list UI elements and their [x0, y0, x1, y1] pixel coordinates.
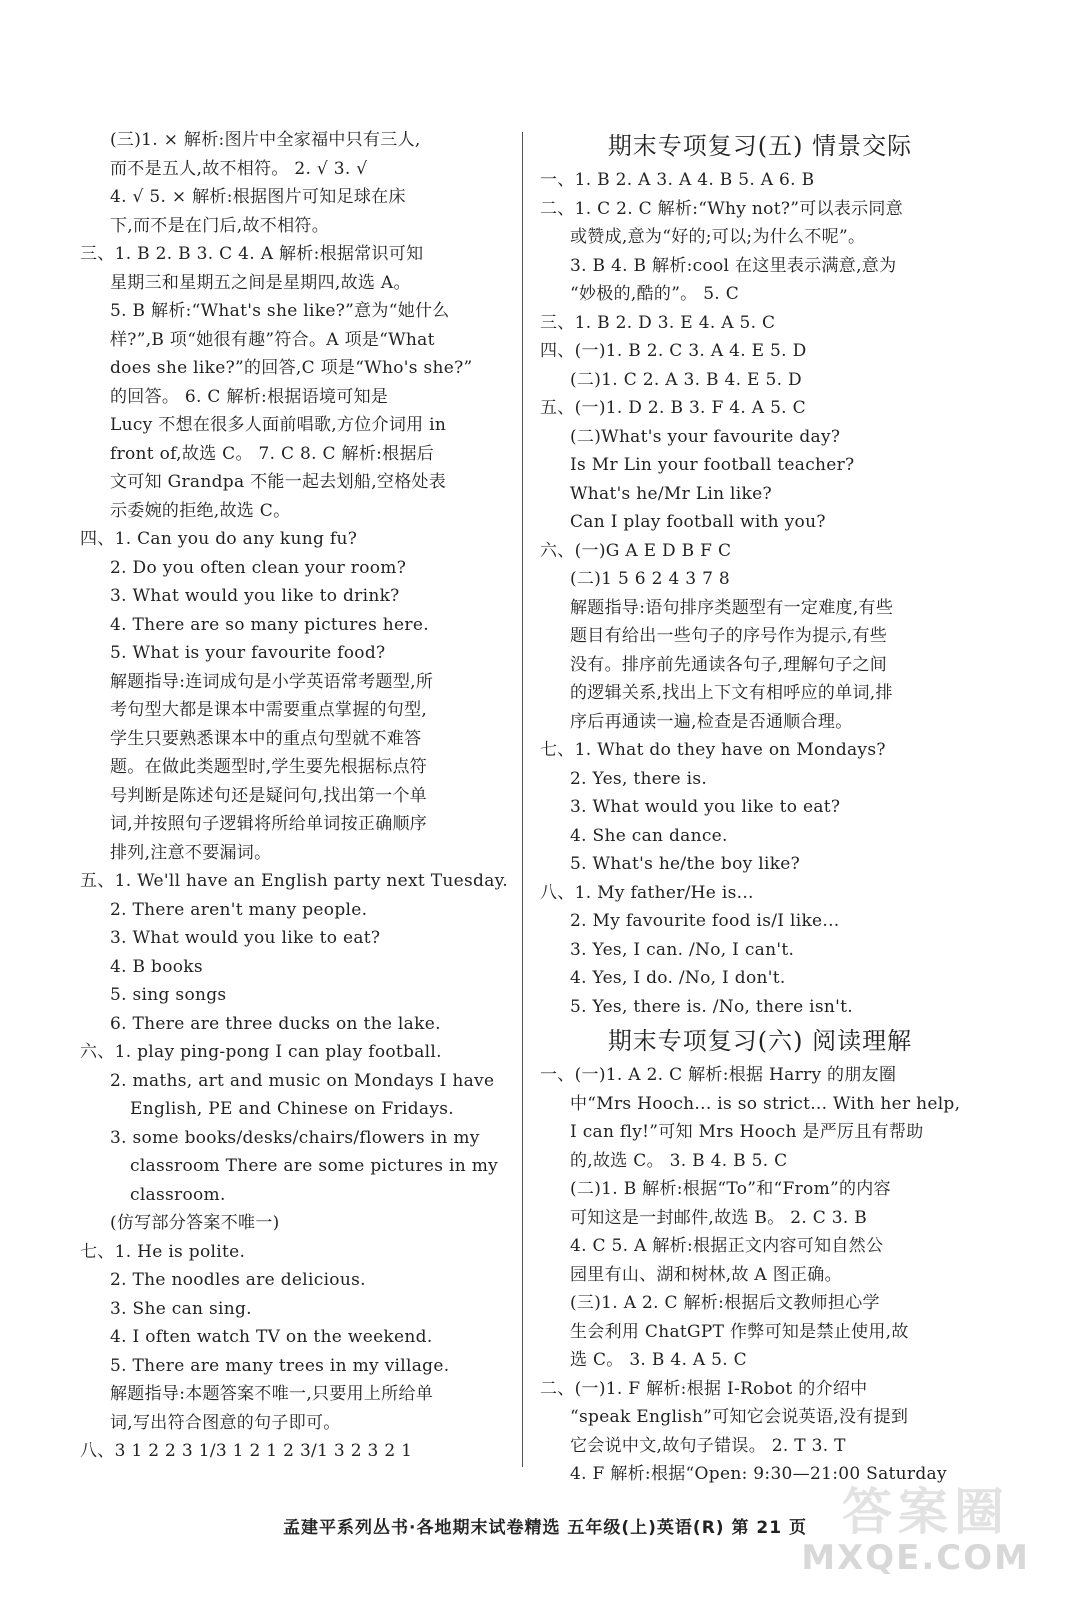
answer-line: 号判断是陈述句还是疑问句,找出第一个单 — [110, 785, 428, 806]
answer-line: What's he/Mr Lin like? — [570, 483, 772, 504]
answer-line: 4. C 5. A 解析:根据正文内容可知自然公 — [570, 1236, 884, 1256]
answer-line: 6. There are three ducks on the lake. — [110, 1013, 441, 1034]
answer-line: 可知这是一封邮件,故选 B。 2. C 3. B — [570, 1207, 868, 1228]
answer-line: (二)1 5 6 2 4 3 7 8 — [570, 569, 731, 589]
answer-line: (三)1. A 2. C 解析:根据后文教师担心学 — [570, 1293, 880, 1313]
answer-line: 2. There aren't many people. — [110, 899, 368, 920]
answer-line: 七、1. What do they have on Mondays? — [540, 740, 886, 760]
answer-line: (仿写部分答案不唯一) — [110, 1213, 280, 1233]
answer-line: 4. Yes, I do. /No, I don't. — [570, 968, 786, 988]
answer-line: 七、1. He is polite. — [80, 1241, 246, 1262]
answer-line: 2. Yes, there is. — [570, 768, 708, 789]
answer-line: 5. There are many trees in my village. — [110, 1355, 450, 1376]
answer-line: English, PE and Chinese on Fridays. — [130, 1099, 455, 1119]
answer-line: 3. What would you like to eat? — [110, 928, 381, 948]
answer-line: 解题指导:连词成句是小学英语常考题型,所 — [110, 671, 434, 692]
answer-line: I can fly!”可知 Mrs Hooch 是严厉且有帮助 — [570, 1122, 924, 1142]
watermark — [750, 1483, 1030, 1578]
answer-line: 3. some books/desks/chairs/flowers in my — [110, 1127, 480, 1148]
answer-line: 示委婉的拒绝,故选 C。 — [110, 500, 291, 521]
answer-line: does she like?”的回答,C 项是“Who's she?” — [110, 358, 473, 378]
answer-line: 二、1. C 2. C 解析:“Why not?”可以表示同意 — [540, 198, 904, 219]
answer-line: 三、1. B 2. D 3. E 4. A 5. C — [540, 312, 776, 333]
answer-line: 4. F 解析:根据“Open: 9:30—21:00 Saturday — [570, 1464, 947, 1484]
answer-line: 5. sing songs — [110, 985, 227, 1005]
answer-line: 八、1. My father/He is... — [540, 882, 754, 903]
answer-line: 3. Yes, I can. /No, I can't. — [570, 939, 795, 960]
answer-line: “妙极的,酷的”。 5. C — [570, 284, 740, 304]
answer-line: 5. Yes, there is. /No, there isn't. — [570, 996, 853, 1017]
answer-line: 六、(一)G A E D B F C — [540, 540, 732, 561]
answer-line: 中“Mrs Hooch... is so strict... With her help, — [570, 1093, 961, 1114]
answer-line: 5. B 解析:“What's she like?”意为“她什么 — [110, 301, 450, 321]
answer-line: 六、1. play ping-pong I can play football. — [80, 1042, 442, 1062]
answer-line: 下,而不是在门后,故不相符。 — [110, 215, 330, 236]
answer-line: 2. The noodles are delicious. — [110, 1270, 366, 1290]
section-title: 期末专项复习(五) 情景交际 — [607, 132, 913, 160]
answer-line: Can I play football with you? — [570, 512, 826, 532]
answer-line: 而不是五人,故不相符。 2. √ 3. √ — [110, 158, 368, 179]
answer-line: (二)1. C 2. A 3. B 4. E 5. D — [570, 369, 802, 390]
answer-line: 解题指导:本题答案不唯一,只要用上所给单 — [110, 1384, 434, 1404]
answer-line: Is Mr Lin your football teacher? — [570, 455, 855, 475]
answer-line: 题目有给出一些句子的序号作为提示,有些 — [570, 626, 888, 646]
answer-line: 三、1. B 2. B 3. C 4. A 解析:根据常识可知 — [80, 244, 424, 264]
answer-line: 考句型大都是课本中需要重点掌握的句型, — [110, 700, 428, 720]
answer-line: 文可知 Grandpa 不能一起去划船,空格处表 — [110, 472, 447, 492]
answer-line: 星期三和星期五之间是星期四,故选 A。 — [110, 272, 411, 293]
answer-line: 题。在做此类题型时,学生要先根据标点符 — [110, 757, 428, 777]
answer-line: 5. What's he/the boy like? — [570, 854, 801, 874]
answer-line: 词,写出符合图意的句子即可。 — [110, 1412, 341, 1433]
answer-line: 它会说中文,故句子错误。 2. T 3. T — [570, 1435, 846, 1456]
answer-line: 的,故选 C。 3. B 4. B 5. C — [570, 1150, 788, 1171]
answer-line: 4. √ 5. × 解析:根据图片可知足球在床 — [110, 187, 406, 207]
answer-line: 二、(一)1. F 解析:根据 I-Robot 的介绍中 — [540, 1378, 868, 1399]
answer-line: 四、(一)1. B 2. C 3. A 4. E 5. D — [540, 341, 807, 361]
answer-line: 选 C。 3. B 4. A 5. C — [570, 1350, 747, 1370]
answer-line: “speak English”可知它会说英语,没有提到 — [570, 1407, 909, 1427]
answer-line: 3. B 4. B 解析:cool 在这里表示满意,意为 — [570, 255, 897, 276]
answer-line: 四、1. Can you do any kung fu? — [80, 529, 358, 549]
answer-line: 序后再通读一遍,检查是否通顺合理。 — [570, 711, 853, 732]
answer-line: 4. She can dance. — [570, 825, 728, 846]
answer-line: front of,故选 C。 7. C 8. C 解析:根据后 — [110, 443, 435, 464]
answer-line: 2. My favourite food is/I like... — [570, 911, 840, 931]
answer-line: 没有。排序前先通读各句子,理解句子之间 — [570, 654, 888, 675]
answer-line: Lucy 不想在很多人面前唱歌,方位介词用 in — [110, 415, 447, 435]
answer-line: 或赞成,意为“好的;可以;为什么不呢”。 — [570, 227, 866, 247]
answer-line: 4. There are so many pictures here. — [110, 614, 429, 635]
answer-line: (二)1. B 解析:根据“To”和“From”的内容 — [570, 1179, 891, 1199]
column-divider — [522, 132, 523, 1467]
answer-line: 学生只要熟悉课本中的重点句型就不难答 — [110, 728, 422, 749]
answer-line: 4. I often watch TV on the weekend. — [110, 1327, 433, 1347]
left-column — [80, 126, 510, 1466]
answer-line: 排列,注意不要漏词。 — [110, 842, 272, 863]
answer-line: 五、(一)1. D 2. B 3. F 4. A 5. C — [540, 398, 806, 418]
answer-line: classroom There are some pictures in my — [130, 1156, 499, 1176]
answer-line: 样?”,B 项“她很有趣”符合。A 项是“What — [110, 329, 435, 350]
answer-line: 3. What would you like to eat? — [570, 797, 841, 817]
answer-line: 生会利用 ChatGPT 作弊可知是禁止使用,故 — [570, 1321, 909, 1342]
right-column — [540, 126, 980, 1489]
answer-line: 5. What is your favourite food? — [110, 643, 386, 663]
answer-line: classroom. — [130, 1184, 226, 1205]
answer-line: 词,并按照句子逻辑将所给单词按正确顺序 — [110, 814, 428, 834]
page-footer: 孟建平系列丛书·各地期末试卷精选 五年级(上)英语(R) 第 21 页 — [283, 1518, 807, 1538]
answer-line: 解题指导:语句排序类题型有一定难度,有些 — [570, 597, 894, 618]
answer-line: 的逻辑关系,找出上下文有相呼应的单词,排 — [570, 683, 893, 703]
section-title: 期末专项复习(六) 阅读理解 — [607, 1027, 913, 1055]
watermark-logo: 答案圈 — [842, 1483, 1010, 1541]
answer-line: (二)What's your favourite day? — [570, 426, 841, 447]
answer-line: 2. maths, art and music on Mondays I have — [110, 1070, 495, 1091]
answer-line: 4. B books — [110, 956, 203, 977]
answer-line: 的回答。 6. C 解析:根据语境可知是 — [110, 386, 389, 407]
answer-line: 八、3 1 2 2 3 1/3 1 2 1 2 3/1 3 2 3 2 1 — [80, 1441, 413, 1461]
answer-line: 一、(一)1. A 2. C 解析:根据 Harry 的朋友圈 — [540, 1065, 897, 1085]
answer-line: 一、1. B 2. A 3. A 4. B 5. A 6. B — [540, 170, 815, 190]
answer-line: 2. Do you often clean your room? — [110, 557, 407, 578]
watermark-url: MXQE.COM — [801, 1538, 1030, 1578]
answer-line: 五、1. We'll have an English party next Tuesday. — [80, 871, 509, 891]
answer-line: 3. She can sing. — [110, 1298, 252, 1319]
answer-line: 3. What would you like to drink? — [110, 586, 400, 606]
answer-line: (三)1. × 解析:图片中全家福中只有三人, — [110, 130, 421, 150]
answer-line: 园里有山、湖和树林,故 A 图正确。 — [570, 1264, 842, 1285]
